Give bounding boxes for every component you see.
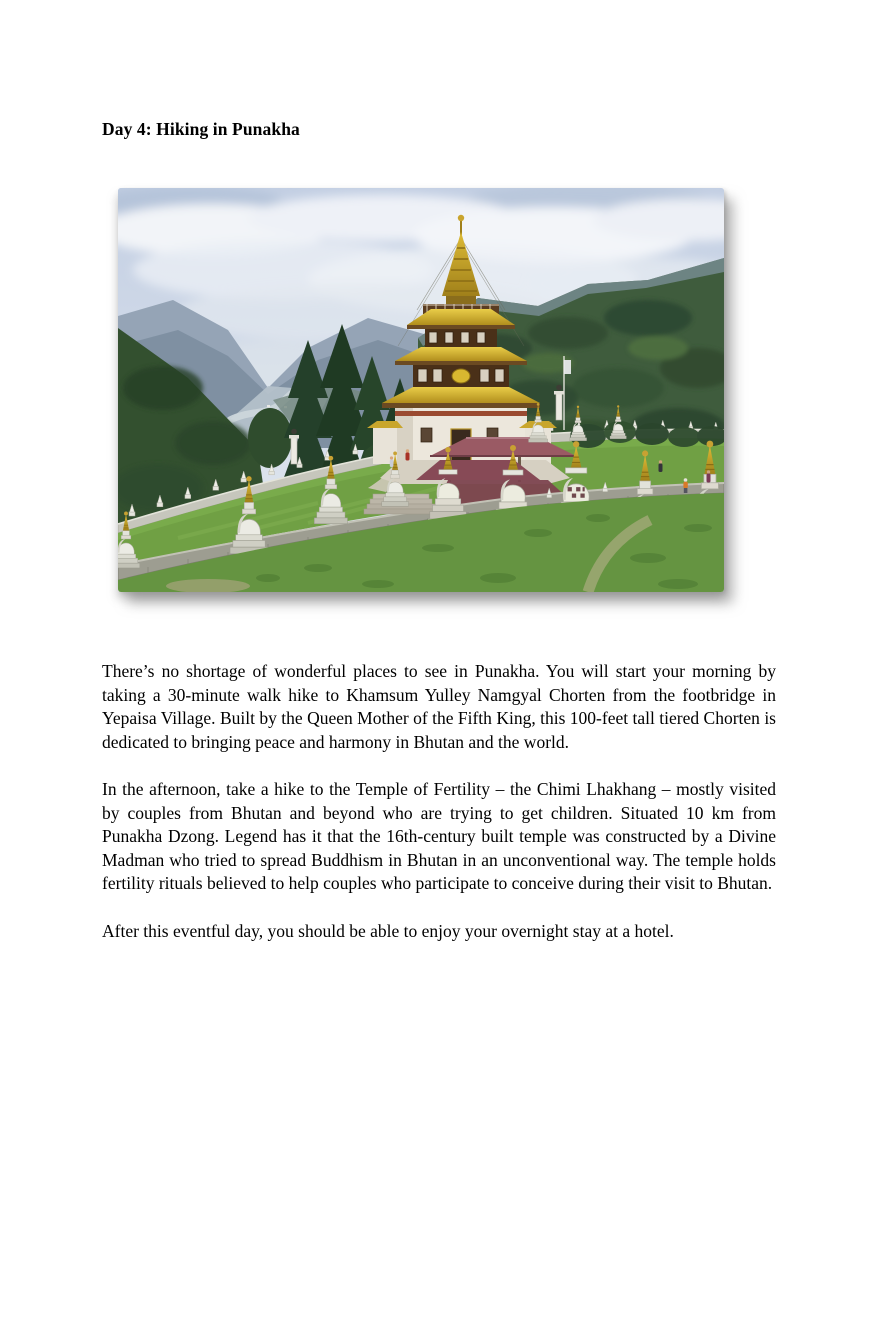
body-paragraph-1: There’s no shortage of wonderful places to see in Punakha. You will start your morning by taking a 30-minute walk hike to Khamsum Yulley Namgyal Chorten from the footbridge in Yepaisa Village. Built by the Queen Mother of the Fifth King, this 100-feet tall tiered Chorten is dedicated to bringing peace and harmony in Bhutan and the world. bbox=[102, 661, 776, 752]
section-heading: Day 4: Hiking in Punakha bbox=[102, 119, 300, 139]
punakha-chorten-photo bbox=[118, 188, 724, 592]
body-text bbox=[102, 660, 776, 967]
body-paragraph-3: After this eventful day, you should be able to enjoy your overnight stay at a hotel. bbox=[102, 920, 674, 941]
photo-illustration bbox=[118, 188, 724, 592]
body-paragraph-2: In the afternoon, take a hike to the Temple of Fertility – the Chimi Lhakhang – mostly visited by couples from Bhutan and beyond who are trying to get children. Situated 10 km from Punakha Dzong. Legend has it that the 16th-century built temple was constructed by a Divine Madman who tried to spread Buddhism in Bhutan in an unconventional way. The temple holds fertility rituals believed to help couples who participate to conceive during their visit to Bhutan. bbox=[102, 778, 776, 894]
